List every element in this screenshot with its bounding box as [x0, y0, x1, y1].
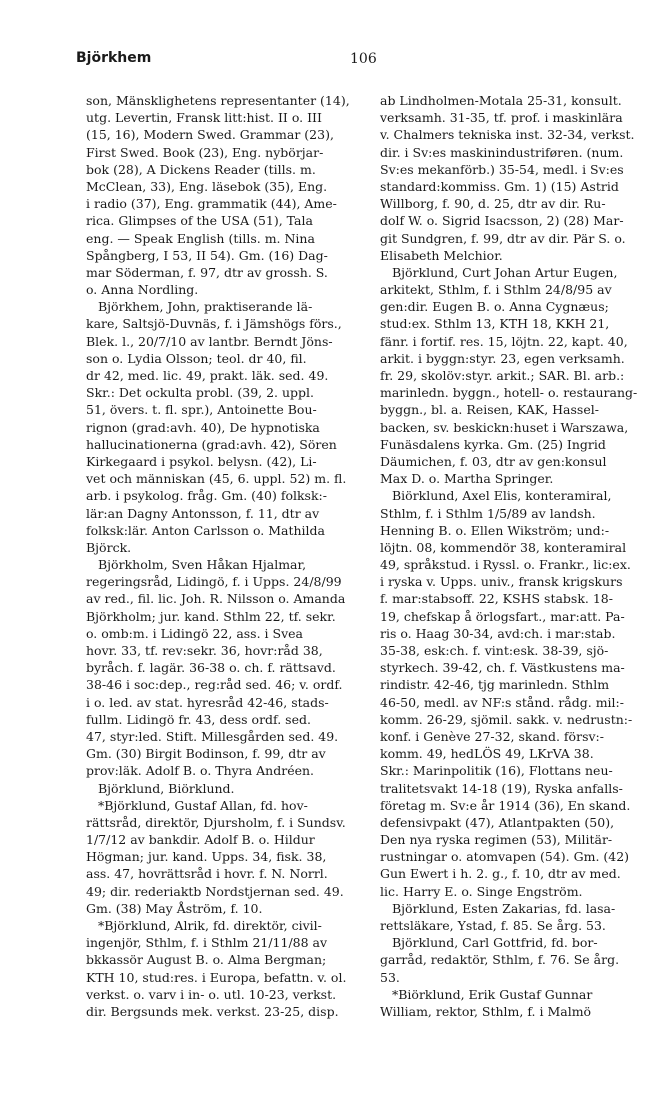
text-line: Den nya ryska regimen (53), Militär-: [380, 832, 613, 848]
text-line: byråch. f. lagär. 36-38 o. ch. f. rättsavd.: [86, 660, 336, 676]
text-line: ingenjör, Sthlm, f. i Sthlm 21/11/88 av: [86, 935, 328, 951]
text-line: stud:ex. Sthlm 13, KTH 18, KKH 21,: [380, 316, 610, 332]
text-line: mar Söderman, f. 97, dtr av grossh. S.: [86, 264, 328, 280]
text-line: 38-46 i soc:dep., reg:råd sed. 46; v. ordf.: [86, 677, 343, 693]
text-line: Willborg, f. 90, d. 25, dtr av dir. Ru-: [380, 196, 606, 212]
text-line: dr 42, med. lic. 49, prakt. läk. sed. 49.: [86, 368, 329, 383]
text-line: eng. — Speak English (tills. m. Nina: [86, 230, 315, 246]
text-line: dir. Bergsunds mek. verkst. 23-25, disp.: [86, 1003, 339, 1019]
text-line: garråd, redaktör, Sthlm, f. 76. Se årg.: [380, 952, 620, 968]
text-line: git Sundgren, f. 99, dtr av dir. Pär S. o.: [380, 230, 626, 246]
text-line: 47, styr:led. Stift. Millesgården sed. 49.: [86, 728, 339, 744]
text-line: marinledn. byggn., hotell- o. restaurang-: [380, 385, 638, 401]
text-line: 1/7/12 av bankdir. Adolf B. o. Hildur: [86, 832, 315, 848]
text-line: rustningar o. atomvapen (54). Gm. (42): [380, 849, 630, 865]
text-line: Björklund, Curt Johan Artur Eugen,: [392, 264, 618, 280]
text-line: Skr.: Marinpolitik (16), Flottans neu-: [380, 763, 613, 779]
text-line: defensivpakt (47), Atlantpakten (50),: [380, 814, 615, 830]
text-line: verksamh. 31-35, tf. prof. i maskinlära: [380, 110, 623, 126]
text-line: 51, övers. t. fl. spr.), Antoinette Bou-: [86, 402, 317, 418]
text-line: Spångberg, I 53, II 54). Gm. (16) Dag-: [86, 247, 328, 263]
text-line: *Björklund, Alrik, fd. direktör, civil-: [98, 918, 322, 933]
text-line: Gm. (30) Birgit Bodinson, f. 99, dtr av: [86, 746, 326, 762]
text-line: First Swed. Book (23), Eng. nybörjar-: [86, 144, 324, 160]
text-line: i o. led. av stat. hyresråd 42-46, stads-: [86, 694, 329, 710]
page-header: [76, 50, 656, 74]
text-line: Sv:es mekanförb.) 35-54, medl. i Sv:es: [380, 161, 624, 177]
text-line: McClean, 33), Eng. läsebok (35), Eng.: [86, 178, 328, 194]
text-line: folksk:lär. Anton Carlsson o. Mathilda: [86, 522, 325, 538]
text-line: verkst. o. varv i in- o. utl. 10-23, verkst.: [86, 986, 337, 1002]
text-line: 19, chefskap å örlogsfart., mar:att. Pa-: [380, 608, 625, 624]
text-line: v. Chalmers tekniska inst. 32-34, verkst.: [380, 127, 635, 143]
text-line: Däumichen, f. 03, dtr av gen:konsul: [380, 453, 607, 469]
text-line: regeringsråd, Lidingö, f. i Upps. 24/8/99: [86, 574, 342, 590]
text-line: fr. 29, skolöv:styr. arkit.; SAR. Bl. arb.:: [380, 368, 625, 383]
text-line: 53.: [380, 969, 400, 985]
text-line: Björklund, Esten Zakarias, fd. lasa-: [392, 900, 616, 916]
text-line: av red., fil. lic. Joh. R. Nilsson o. Amanda: [86, 591, 346, 607]
text-line: Elisabeth Melchior.: [380, 247, 503, 263]
text-line: Björkhem, John, praktiserande lä-: [98, 299, 313, 315]
text-line: vet och människan (45, 6. uppl. 52) m. fl.: [86, 471, 347, 487]
text-line: fänr. i fortif. res. 15, löjtn. 22, kapt. 40,: [380, 333, 628, 349]
text-line: komm. 49, hedLÖS 49, LKrVA 38.: [380, 746, 594, 762]
text-line: 46-50, medl. av NF:s stånd. rådg. mil:-: [380, 694, 624, 710]
text-line: arkit. i byggn:styr. 23, egen verksamh.: [380, 350, 625, 366]
text-line: fullm. Lidingö fr. 43, dess ordf. sed.: [86, 711, 311, 727]
text-line: 49, språkstud. i Ryssl. o. Frankr., lic:ex.: [380, 557, 631, 573]
text-line: rica. Glimpses of the USA (51), Tala: [86, 213, 313, 229]
left-column: [86, 92, 369, 1020]
text-line: ass. 47, hovrättsråd i hovr. f. N. Norrl.: [86, 866, 328, 882]
text-line: standard:kommiss. Gm. 1) (15) Astrid: [380, 178, 619, 194]
text-line: rignon (grad:avh. 40), De hypnotiska: [86, 419, 320, 435]
page-number: 106: [350, 51, 377, 67]
text-line: 49; dir. rederiaktb Nordstjernan sed. 49.: [86, 883, 344, 899]
right-column: [380, 92, 663, 1020]
text-line: son, Mänsklighetens representanter (14),: [86, 93, 350, 108]
running-head: Björkhem: [76, 50, 152, 66]
text-line: KTH 10, stud:res. i Europa, befattn. v. ol.: [86, 969, 347, 985]
text-line: arb. i psykolog. fråg. Gm. (40) folksk:-: [86, 488, 327, 504]
text-line: bok (28), A Dickens Reader (tills. m.: [86, 161, 316, 177]
text-line: rättsråd, direktör, Djursholm, f. i Sundsv.: [86, 814, 346, 830]
text-line: ab Lindholmen-Motala 25-31, konsult.: [380, 93, 622, 108]
text-line: gen:dir. Eugen B. o. Anna Cygnæus;: [380, 299, 609, 315]
text-line: *Biörklund, Erik Gustaf Gunnar: [392, 986, 593, 1002]
text-line: konf. i Genève 27-32, skand. försv:-: [380, 728, 604, 744]
text-line: Björkholm; jur. kand. Sthlm 22, tf. sekr.: [86, 608, 336, 624]
text-line: lic. Harry E. o. Singe Engström.: [380, 883, 583, 899]
text-line: Henning B. o. Ellen Wikström; und:-: [380, 522, 610, 538]
text-line: tralitetsvakt 14-18 (19), Ryska anfalls-: [380, 780, 623, 796]
text-line: rindistr. 42-46, tjg marinledn. Sthlm: [380, 677, 610, 693]
text-line: Björklund, Carl Gottfrid, fd. bor-: [392, 935, 598, 951]
text-line: i ryska v. Upps. univ., fransk krigskurs: [380, 574, 623, 590]
text-line: bkkassör August B. o. Alma Bergman;: [86, 952, 327, 968]
text-line: i radio (37), Eng. grammatik (44), Ame-: [86, 196, 337, 212]
text-line: Björklund, Biörklund.: [98, 780, 235, 796]
text-line: William, rektor, Sthlm, f. i Malmö: [380, 1003, 592, 1019]
text-line: komm. 26-29, sjömil. sakk. v. nedrustn:-: [380, 711, 633, 727]
text-line: lär:an Dagny Antonsson, f. 11, dtr av: [86, 505, 320, 521]
text-line: 35-38, esk:ch. f. vint:esk. 38-39, sjö-: [380, 643, 609, 658]
text-line: Max D. o. Martha Springer.: [380, 471, 554, 487]
text-line: Kirkegaard i psykol. belysn. (42), Li-: [86, 453, 317, 469]
text-line: (15, 16), Modern Swed. Grammar (23),: [86, 127, 334, 143]
text-line: Högman; jur. kand. Upps. 34, fisk. 38,: [86, 849, 327, 865]
text-line: Blek. l., 20/7/10 av lantbr. Berndt Jöns-: [86, 333, 333, 349]
text-line: o. omb:m. i Lidingö 22, ass. i Svea: [86, 625, 303, 641]
text-line: o. Anna Nordling.: [86, 282, 199, 298]
text-line: dolf W. o. Sigrid Isacsson, 2) (28) Mar-: [380, 213, 624, 229]
text-line: arkitekt, Sthlm, f. i Sthlm 24/8/95 av: [380, 282, 612, 298]
text-line: löjtn. 08, kommendör 38, konteramiral: [380, 539, 627, 555]
text-line: styrkech. 39-42, ch. f. Västkustens ma-: [380, 660, 625, 676]
text-line: Biörklund, Axel Elis, konteramiral,: [392, 488, 612, 504]
text-line: Sthlm, f. i Sthlm 1/5/89 av landsh.: [380, 505, 596, 521]
text-line: byggn., bl. a. Reisen, KAK, Hassel-: [380, 402, 599, 418]
text-line: Björck.: [86, 539, 132, 555]
text-line: hovr. 33, tf. rev:sekr. 36, hovr:råd 38,: [86, 643, 323, 658]
text-line: Funäsdalens kyrka. Gm. (25) Ingrid: [380, 436, 606, 452]
text-line: Björkholm, Sven Håkan Hjalmar,: [98, 557, 307, 573]
text-line: Gm. (38) May Åström, f. 10.: [86, 900, 263, 916]
text-line: dir. i Sv:es maskinindustriføren. (num.: [380, 144, 624, 160]
text-line: hallucinationerna (grad:avh. 42), Sören: [86, 436, 337, 452]
text-line: son o. Lydia Olsson; teol. dr 40, fil.: [86, 350, 307, 366]
text-line: företag m. Sv:e år 1914 (36), En skand.: [380, 797, 631, 813]
text-line: prov:läk. Adolf B. o. Thyra Andréen.: [86, 763, 315, 779]
text-line: ris o. Haag 30-34, avd:ch. i mar:stab.: [380, 625, 616, 641]
text-line: kare, Saltsjö-Duvnäs, f. i Jämshögs förs.,: [86, 316, 342, 332]
text-line: *Björklund, Gustaf Allan, fd. hov-: [98, 797, 308, 813]
text-line: backen, sv. beskickn:huset i Warszawa,: [380, 419, 629, 435]
text-line: Gun Ewert i h. 2. g., f. 10, dtr av med.: [380, 866, 621, 882]
text-line: utg. Levertin, Fransk litt:hist. II o. III: [86, 110, 322, 126]
text-line: Skr.: Det ockulta probl. (39, 2. uppl.: [86, 385, 315, 401]
text-line: f. mar:stabsoff. 22, KSHS stabsk. 18-: [380, 591, 613, 607]
text-line: rettsläkare, Ystad, f. 85. Se årg. 53.: [380, 918, 606, 933]
